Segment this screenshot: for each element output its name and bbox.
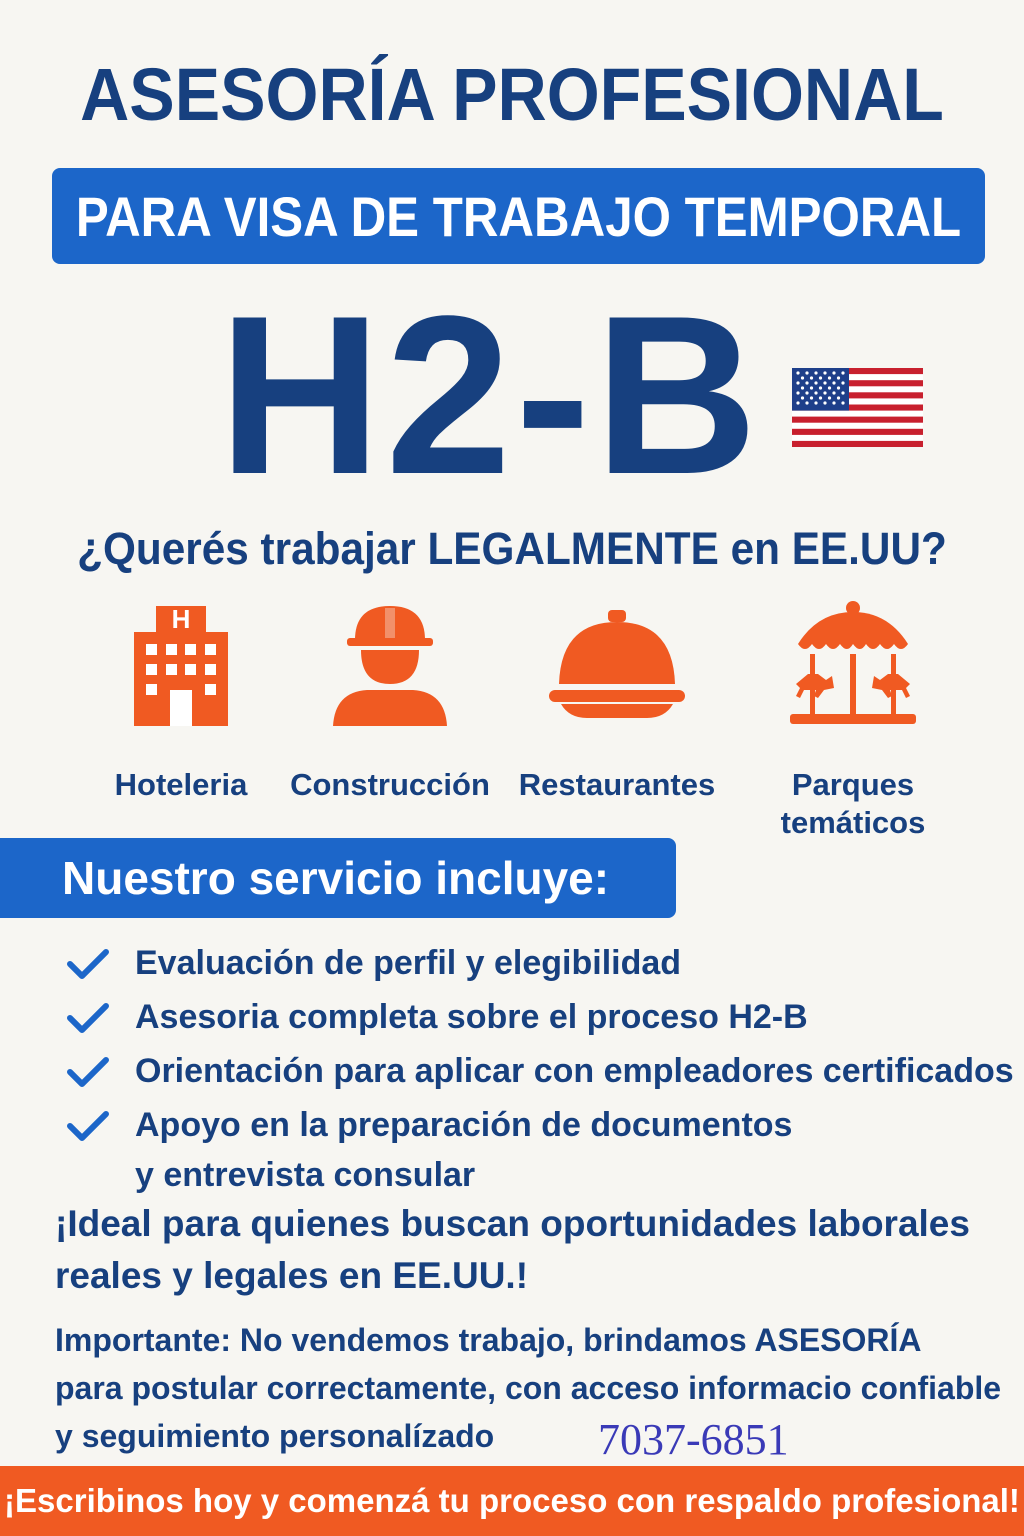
services-banner: [0, 838, 676, 918]
legal-work-question: ¿Querés trabajar LEGALMENTE en EE.UU?: [77, 523, 947, 574]
list-item: [66, 1046, 1016, 1096]
checkmark-icon: [66, 946, 110, 982]
sector-label: Parques temáticos: [780, 767, 926, 840]
sector-construccion: [275, 600, 505, 804]
headline-title: ASESORÍA PROFESIONAL: [80, 53, 944, 136]
footer-cta-text: ¡Escribinos hoy y comenzá tu proceso con respaldo profesional!: [4, 1482, 1020, 1519]
service-item-text: Asesoria completa sobre el proceso H2-B: [135, 998, 808, 1036]
us-flag-icon: [792, 368, 923, 447]
list-item: [66, 1100, 1016, 1200]
checkmark-icon: [66, 1108, 110, 1144]
services-title: Nuestro servicio incluye:: [62, 852, 610, 904]
phone-number[interactable]: 7037-6851: [598, 1415, 789, 1464]
footer-cta-bar: [0, 1466, 1024, 1536]
checkmark-icon: [66, 1000, 110, 1036]
sector-label: Restaurantes: [518, 767, 716, 802]
sector-parques: [738, 600, 968, 842]
ideal-for-text: ¡Ideal para quienes buscan oportunidades laborales reales y legales en EE.UU.!: [55, 1203, 970, 1296]
sector-label: Construcción: [290, 767, 490, 802]
visa-type-heading: H2-B: [218, 268, 762, 521]
list-item: [66, 938, 1016, 988]
service-item-text: Apoyo en la preparación de documentos y entrevista consular: [135, 1106, 793, 1194]
sector-hoteleria: [66, 600, 296, 804]
subtitle-banner: [52, 168, 985, 264]
carousel-icon: [788, 600, 918, 730]
svg-text:H: H: [171, 604, 191, 634]
service-item-text: Orientación para aplicar con empleadores certificados: [135, 1052, 1014, 1090]
subtitle-text: PARA VISA DE TRABAJO TEMPORAL: [75, 184, 962, 248]
hotel-icon: [116, 600, 246, 730]
sector-restaurantes: [502, 600, 732, 804]
list-item: [66, 992, 1016, 1042]
services-list: [66, 938, 1016, 1204]
construction-worker-icon: [325, 600, 455, 730]
service-item-text: Evaluación de perfil y elegibilidad: [135, 944, 682, 982]
food-cloche-icon: [547, 600, 687, 730]
sector-label: Hoteleria: [114, 767, 248, 802]
important-notice: Importante: No vendemos trabajo, brindamos ASESORÍA para postular correctamente, con acceso informacio confiable y seguimiento personalízado: [55, 1322, 1002, 1454]
checkmark-icon: [66, 1054, 110, 1090]
